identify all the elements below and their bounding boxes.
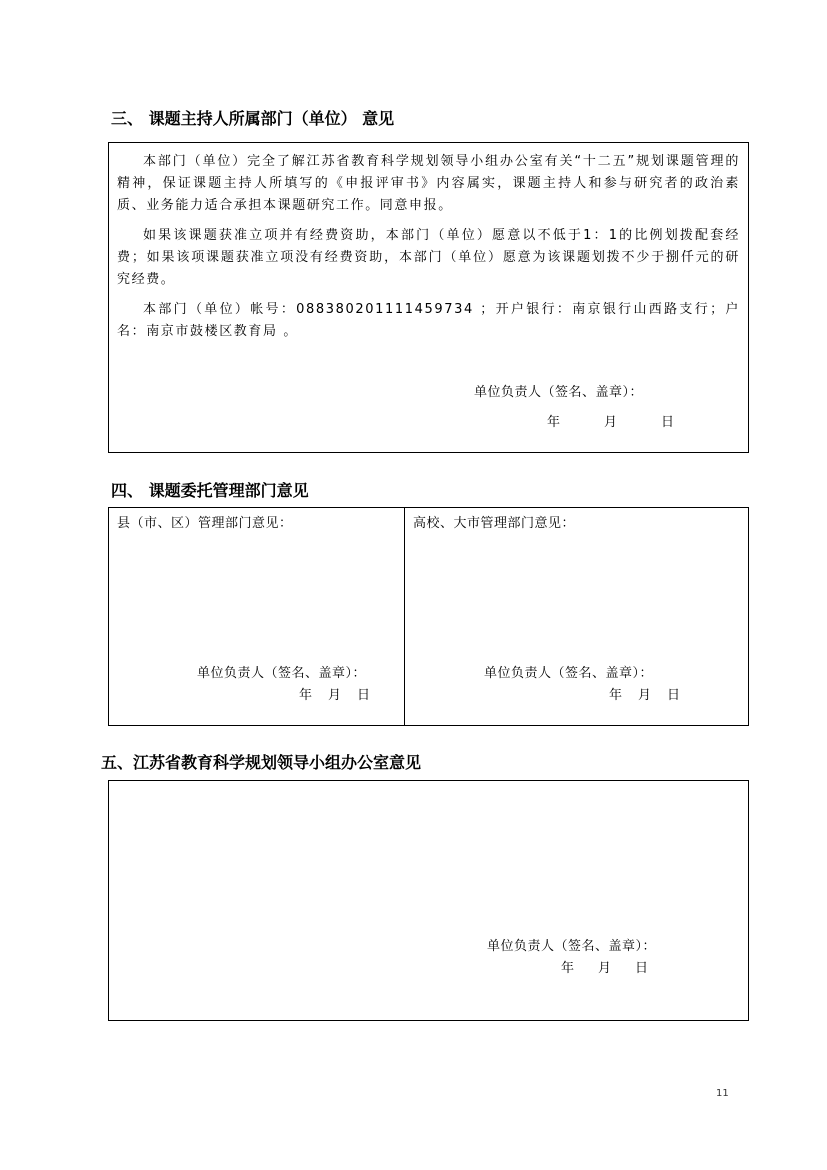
section5-year: 年	[561, 961, 575, 976]
section4-left-title: 县（市、区）管理部门意见：	[117, 516, 293, 531]
section4-right-signature: 单位负责人（签名、盖章）：	[484, 666, 654, 681]
section5-signature: 单位负责人（签名、盖章）：	[487, 939, 657, 954]
section4-left-signature: 单位负责人（签名、盖章）：	[197, 666, 367, 681]
section3-heading: 三、 课题主持人所属部门（单位） 意见	[111, 109, 395, 128]
section3-para3: 本部门（单位）帐号：088380201111459734 ；开户银行：南京银行山西路支行；户名：南京市鼓楼区教育局 。	[117, 302, 740, 339]
section4-left-date	[299, 684, 370, 703]
section4-heading: 四、 课题委托管理部门意见	[111, 481, 309, 500]
section5-box	[108, 780, 749, 1021]
section4-right-day: 日	[667, 688, 681, 703]
section3-para1: 本部门（单位）完全了解江苏省教育科学规划领导小组办公室有关“十二五”规划课题管理的精神，保证课题主持人所填写的《申报评审书》内容属实，课题主持人和参与研究者的政治素质、业务能力适合承担本课题研究工作。同意申报。	[117, 154, 740, 213]
section3-signature: 单位负责人（签名、盖章）：	[474, 385, 644, 400]
section5-day: 日	[635, 961, 649, 976]
section4-left-day: 日	[357, 688, 371, 703]
section3-para2: 如果该课题获准立项并有经费资助，本部门（单位）愿意以不低于1：1的比例划拨配套经费；如果该项课题获准立项没有经费资助，本部门（单位）愿意为该课题划拨不少于捌仟元的研究经费。	[117, 228, 740, 287]
section4-divider	[404, 508, 405, 725]
section5-date	[561, 957, 648, 976]
section4-left-month: 月	[328, 688, 342, 703]
page-number: 11	[716, 1088, 729, 1099]
section4-box	[108, 507, 749, 726]
section4-right-year: 年	[609, 688, 623, 703]
section4-right-title: 高校、大市管理部门意见：	[413, 516, 576, 531]
section4-right-date	[609, 684, 680, 703]
section5-heading: 五、江苏省教育科学规划领导小组办公室意见	[101, 753, 422, 772]
section3-box	[108, 142, 749, 453]
section3-date	[547, 411, 674, 430]
section4-right-month: 月	[638, 688, 652, 703]
section3-month: 月	[604, 415, 618, 430]
section3-year: 年	[547, 415, 561, 430]
section4-left-year: 年	[299, 688, 313, 703]
section3-day: 日	[661, 415, 675, 430]
section5-month: 月	[598, 961, 612, 976]
